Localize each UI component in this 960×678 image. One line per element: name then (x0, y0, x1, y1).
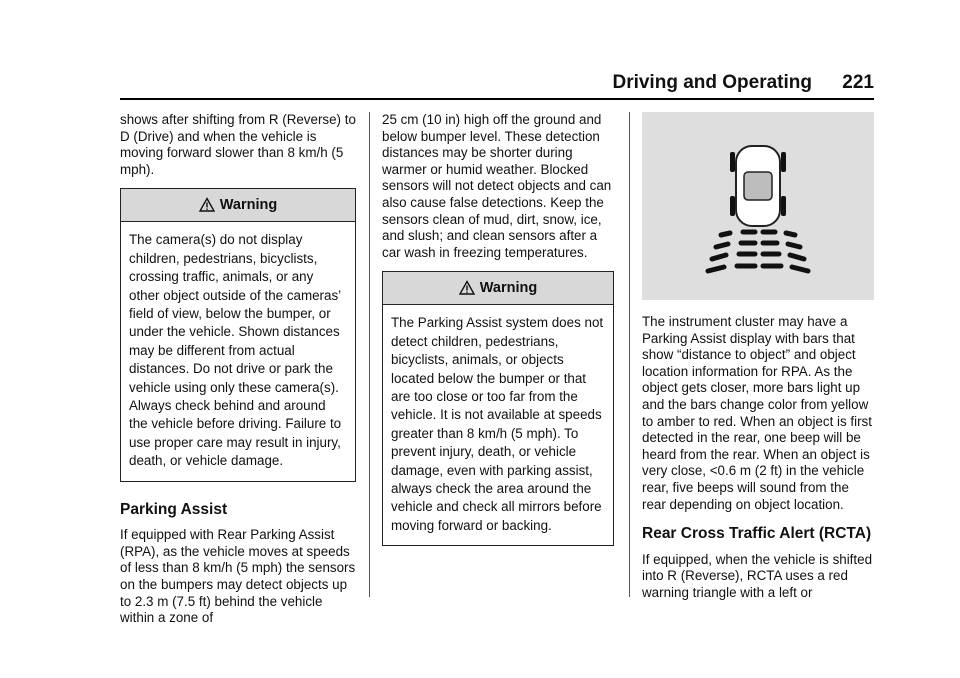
section-title-rcta: Rear Cross Traffic Alert (RCTA) (642, 525, 872, 543)
warning-header (383, 272, 613, 305)
column-1 (120, 112, 356, 627)
page-number: 221 (842, 72, 874, 93)
header-rule (120, 98, 874, 100)
parking-assist-text: If equipped with Rear Parking Assist (RPA), as the vehicle moves at speeds of less than 8 km/h (5 mph) the sensors on the bumpers may detect objects up to 2.3 m (7.5 ft) behind the vehicle within a zone of (120, 527, 356, 626)
warning-triangle-icon (459, 280, 475, 296)
intro-text: shows after shifting from R (Reverse) to D (Drive) and when the vehicle is moving forward slower than 8 km/h (5 mph). (120, 112, 356, 177)
warning-label: Warning (479, 280, 538, 297)
rcta-text: If equipped, when the vehicle is shifted into R (Reverse), RCTA uses a red warning triangle with a left or (642, 551, 873, 600)
instrument-cluster-text: The instrument cluster may have a Parking Assist display with bars that show “distance to object” and object location information for RPA. As the object gets closer, more bars light up and the bars change color from yellow to amber to red. When an object is first detected in the rear, one beep will be heard from the rear. When an object is very close, <0.6 m (2 ft) in the vehicle rear, five beeps will sound from the rear depending on object location. (642, 314, 872, 512)
detection-text: 25 cm (10 in) high off the ground and below bumper level. These detection distances may be shorter during warmer or humid weather. Blocked sensors will not detect objects and can also cause false detections. Keep the sensors clean of mud, dirt, snow, ice, and slush; and clean sensors after a car wash in freezing temperatures. (382, 112, 612, 260)
warning-triangle-icon (199, 197, 215, 213)
page-header (120, 70, 874, 96)
section-title-parking-assist: Parking Assist (120, 500, 228, 518)
parking-assist-car-icon (642, 112, 874, 300)
header-title: Driving and Operating (612, 72, 812, 93)
warning-label: Warning (219, 197, 278, 214)
column-divider (369, 112, 370, 597)
column-3 (642, 112, 874, 602)
parking-assist-figure (642, 112, 874, 300)
warning-box-camera (120, 188, 356, 481)
warning-header (121, 189, 355, 222)
warning-text: The camera(s) do not display children, pedestrians, bicyclists, crossing traffic, animals, or any other object outside of the cameras’ field of view, below the bumper, or under the vehicle. Shown distances may be different from actual distances. Do not drive or park the vehicle using only these camera(s). Always check behind and around the vehicle before driving. Failure to use proper care may result in injury, death, or vehicle damage. (129, 232, 342, 469)
column-2 (382, 112, 614, 546)
warning-text: The Parking Assist system does not detect children, pedestrians, bicyclists, animals, or objects located below the bumper or that are too close or too far from the vehicle. It is not available at speeds greater than 8 km/h (5 mph). To prevent injury, death, or vehicle damage, even with parking assist, always check the area around the vehicle and check all mirrors before moving forward or backing. (391, 315, 604, 533)
warning-box-parking-assist (382, 271, 614, 546)
column-divider (629, 112, 630, 597)
